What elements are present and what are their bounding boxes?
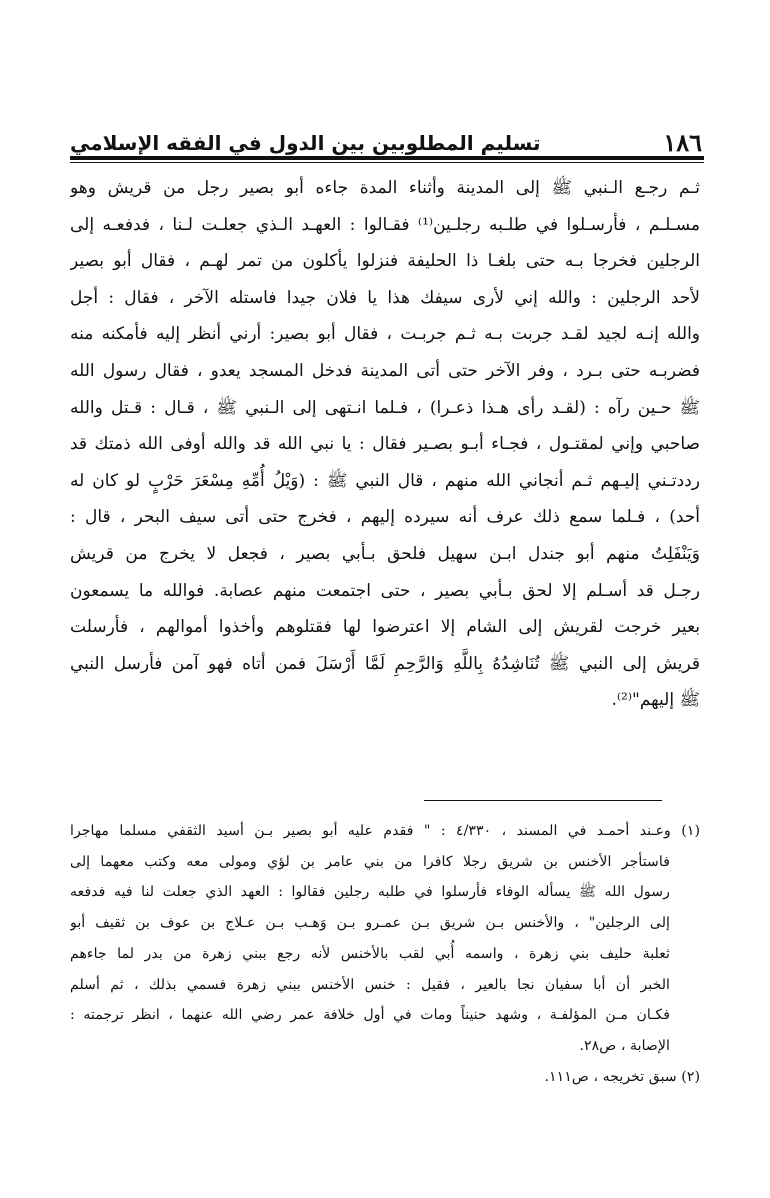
page-header <box>70 118 702 158</box>
page-number: ١٨٦ <box>663 128 702 157</box>
footnote-line: الخبر أن أبا سفيان نجا بالعير ، فقيل : خنس الأخنس ببني زهرة فسمي بذلك ، ثم أسلم <box>70 976 670 993</box>
footnote-separator <box>424 800 662 801</box>
body-line: رجـل قد أسـلم إلا لحق بـأبي بصير ، حتى اجتمعت منهم عصابة. فوالله ما يسمعون <box>70 580 700 601</box>
footnote-line: (١) وعـند أحمـد في المسند ، ٤/٣٣٠ : " فقدم عليه أبو بصير بـن أسيد الثقفي مسلما مهاجرا <box>70 823 700 839</box>
body-line: وَيَنْفَلِتُ منهم أبو جندل ابـن سهيل فلحق بـأبي بصير ، فجعل لا يخرج من قريش <box>70 543 700 564</box>
footnote-line: (٢) سبق تخريجه ، ص١١١. <box>544 1068 700 1085</box>
footnote-line: ثعلبة حليف بني زهرة ، واسمه أُبي لقب بالأخنس لأنه رجع ببني زهرة من بدر لما جاءهم <box>70 945 670 962</box>
body-line: أحد) ، فـلما سمع ذلك عرف أنه سيرده إليهم ، فخرج حتى أتى سيف البحر ، قال : <box>70 507 700 528</box>
footnote-line: فاستأجر الأخنس بن شريق رجلا كافرا من بني عامر بن لؤي ومولى معه وكتب معهما إلى <box>70 853 670 870</box>
body-line: صاحبي وإني لمقتـول ، فجـاء أبـو بصـير فقال : يا نبي الله قد والله أوفى الله ذمتك قد <box>70 434 700 455</box>
body-line: رددتـني إليـهم ثـم أنجاني الله منهم ، قال النبي ﷺ : (وَيْلُ أُمِّهِ مِسْعَرَ حَرْبٍ لو كان له <box>70 470 700 491</box>
footnote-line: رسول الله ﷺ يسأله الوفاء فأرسلوا في طلبه رجلين فقالوا : العهد الذي جعلت لنا فيه فدفعه <box>70 884 670 901</box>
body-line: فضربـه حتى بـرد ، وفر الآخر حتى أتى المدينة فدخل المسجد يعدو ، فقال رسول الله <box>70 360 700 381</box>
header-rule-thick <box>70 156 704 160</box>
main-body-text <box>70 170 700 719</box>
body-line: الرجلين فخرجا بـه حتى بلغـا ذا الحليفة فنزلوا يأكلون من تمر لهـم ، فقال أبو بصير <box>70 251 700 272</box>
running-title: تسليم المطلوبين بين الدول في الفقه الإسلامي <box>70 131 541 155</box>
body-line: لأحد الرجلين : والله إني لأرى سيفك هذا يا فلان جيدا فاستله الآخر ، فقال : أجل <box>70 287 700 308</box>
header-rule-thin <box>70 162 704 163</box>
footnote-line: إلى الرجلين" ، والأخنس بـن شريق بـن عمـرو بـن وَهـب بـن عـلاج بن عوف بن ثقيف أبو <box>70 915 670 932</box>
body-line: قريش إلى النبي ﷺ تُنَاشِدُهُ بِاللَّهِ وَالرَّحِمِ لَمَّا أَرْسَلَ فمن أتاه فهو آمن فأرسل النبي <box>70 653 700 674</box>
body-line: ثـم رجـع الـنبي ﷺ إلى المدينة وأثناء المدة جاءه أبو بصير رجل من قريش وهو <box>70 178 700 198</box>
body-line: والله إنـه لجيد لقـد جربت بـه ثـم جربـت ، فقال أبو بصير: أرني أنظر إليه فأمكنه منه <box>70 324 700 345</box>
footnote-line: الإصابة ، ص٢٨. <box>579 1037 670 1054</box>
body-line: ﷺ إليهم"⁽²⁾. <box>611 690 700 711</box>
body-line: بعير خرجت لقريش إلى الشام إلا اعترضوا لها فقتلوهم وأخذوا أموالهم ، فأرسلت <box>70 617 700 638</box>
footnotes <box>70 816 700 1092</box>
body-line: مسـلـم ، فأرسـلوا في طلـبه رجلـين⁽¹⁾ فقـالوا : العهـد الـذي جعلـت لـنا ، فدفعـه إلى <box>70 214 700 235</box>
footnote-line: فكـان مـن المؤلفـة ، وشهد حنيناً ومات في أول خلافة عمر رضي الله عنهما ، انظر ترجمته : <box>70 1007 670 1024</box>
body-line: ﷺ حـين رآه : (لقـد رأى هـذا ذعـرا) ، فـلما انـتهى إلى الـنبي ﷺ ، قـال : قـتل والله <box>70 397 700 418</box>
